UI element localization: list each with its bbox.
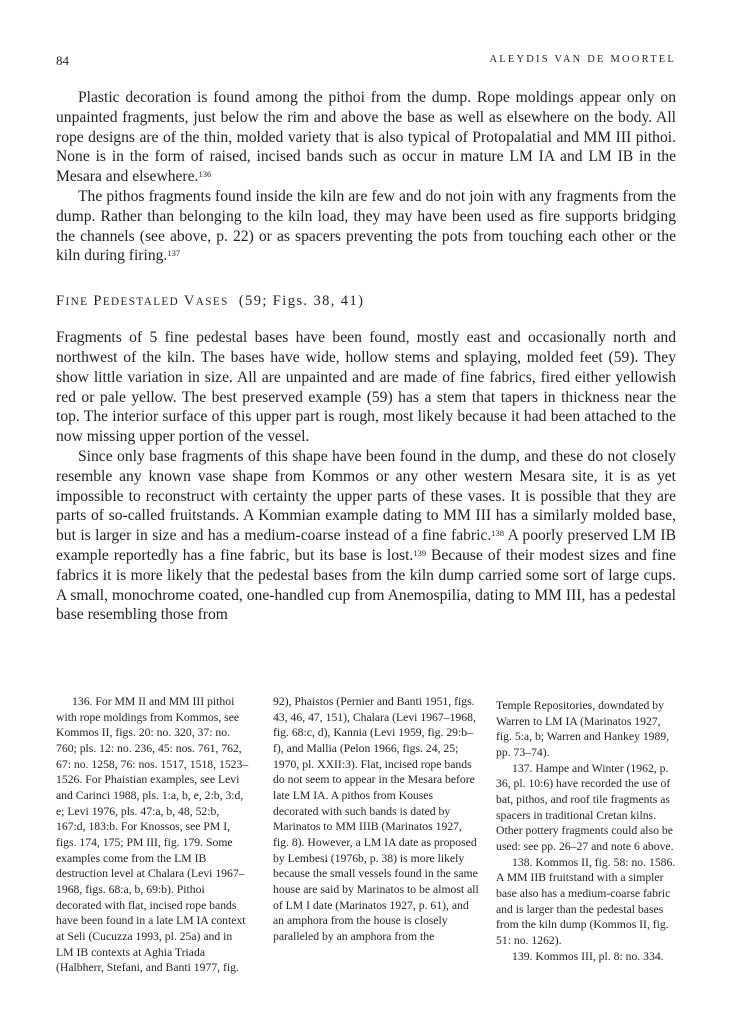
footnote-137: 137. Hampe and Winter (1962, p. 36, pl. 10:6) have recorded the use of bat, pithos, and roof tile fragments as spacers in traditional Cretan kilns. Other pottery fragments could also be used: see pp. 26–27 and note 6 above. [496, 761, 674, 853]
footnote-139: 139. Kommos III, pl. 8: no. 334. [512, 949, 664, 963]
section-heading-refs: (59; Figs. 38, 41) [238, 293, 365, 310]
footnote-138: 138. Kommos II, fig. 58: no. 1586. A MM IIB fruitstand with a simpler base also has a medium-coarse fabric and is larger than the pedestal bases from the kiln dump (Kommos II, fig. 51: no. 1262). [496, 855, 676, 947]
footnote-column-2 [273, 694, 479, 945]
paragraph-fruitstands: Since only base fragments of this shape have been found in the dump, and these do not closely resemble any known vase shape from Kommos or any other western Mesara site, it is as yet impossible to reconstruct with certainty the upper parts of these vases. It is possible that they are parts of so-called fruitstands. A Kommian example dating to MM III has a similarly molded base, but is larger in size and has a medium-coarse instead of a fine fabric.$^{138}$ A poorly preserved LM IB example reportedly has a fine fabric, but its base is lost.$^{139}$ Because of their modest sizes and fine fabrics it is more likely that the pedestal bases from the kiln dump carried some sort of large cups. A small, monochrome coated, one-handled cup from Anemospilia, dating to MM III, has a pedestal base resembling those from [56, 447, 676, 624]
footnote-column-1 [56, 694, 249, 976]
footnote-ref-139: 139 [413, 547, 427, 558]
page-header [56, 53, 676, 73]
running-head: ALEYDIS VAN DE MOORTEL [489, 54, 676, 65]
footnote-136-continued: 92), Phaistos (Pernier and Banti 1951, figs. 43, 46, 47, 151), Chalara (Levi 1967–1968, fig. 68:c, d), Kannia (Levi 1959, fig. 29:b–f), and Mallia (Pelon 1966, figs. 24, 25; 1970, pl. XXII:3). Flat, incised rope bands do not seem to appear in the Mesara before late LM IA. A pithos from Kouses decorated with such bands is dated by Marinatos to MM IIIB (Marinatos 1927, fig. 8). However, a LM IA date as proposed by Lembesi (1976b, p. 38) is more likely because the small vessels found in the same house are said by Marinatos to be almost all of LM I date (Marinatos 1927, p. 61), and an amphora from the house is closely paralleled by an amphora from the [273, 695, 479, 943]
footnote-column-3 [496, 698, 679, 964]
paragraph-rope-moldings: Plastic decoration is found among the pithoi from the dump. Rope moldings appear only on unpainted fragments, just below the rim and above the base as well as elsewhere on the body. All rope designs are of the thin, molded variety that is also typical of Protopalatial and MM III pithoi. None is in the form of raised, incised bands such as occur in mature LM IA and LM IB in the Mesara and elsewhere.$^{136}$ [56, 89, 676, 186]
section-heading: FINE PEDESTALED VASES (59; Figs. 38, 41) [56, 293, 365, 310]
paragraph-kiln-fragments: The pithos fragments found inside the kiln are few and do not join with any fragments from the dump. Rather than belonging to the kiln load, they may have been used as fire supports bridging the channels (see above, p. 22) or as spacers preventing the pots from touching each other or the kiln during firing.$^{137}$ [56, 187, 676, 265]
footnote-ref-138: 138 [491, 528, 505, 539]
page-number: 84 [56, 53, 69, 68]
footnote-ref-137: 137 [167, 248, 181, 259]
footnote-136: 136. For MM II and MM III pithoi with rope moldings from Kommos, see Kommos II, figs. 20: no. 320, 37: no. 760; pls. 12: no. 236, 45: nos. 761, 762, 67: no. 1258, 76: nos. 1517, 1518, 1523–1526. For Phaistian examples, see Levi and Carinci 1988, pls. 1:a, b, e, 2:b, 3:d, e; Levi 1976, pls. 47:a, b, 48, 52:b, 167:d, 183:b. For Knossos, see PM I, figs. 174, 175; PM III, fig. 179. Some examples come from the LM IB destruction level at Chalara (Levi 1967–1968, figs. 68:a, b, 69:b). Pithoi decorated with flat, incised rope bands have been found in a late LM IA context at Seli (Cucuzza 1993, pl. 25a) and in LM IB contexts at Aghia Triada (Halbherr, Stefani, and Banti 1977, fig. [56, 695, 249, 975]
footnote-136-end: Temple Repositories, downdated by Warren to LM IA (Marinatos 1927, fig. 5:a, b; Warren and Hankey 1989, pp. 73–74). [496, 699, 670, 759]
footnote-ref-136: 136 [198, 169, 212, 180]
paragraph-pedestal-bases: Fragments of 5 fine pedestal bases have been found, mostly east and occasionally north and northwest of the kiln. The bases have wide, hollow stems and splaying, molded feet (59). They show little variation in size. All are unpainted and are made of fine fabrics, fired either yellowish red or pale yellow. The best preserved example (59) has a stem that tapers in thickness near the top. The interior surface of this upper part is rough, most likely because it had been attached to the now missing upper portion of the vessel. [56, 329, 676, 446]
main-text [56, 88, 676, 625]
